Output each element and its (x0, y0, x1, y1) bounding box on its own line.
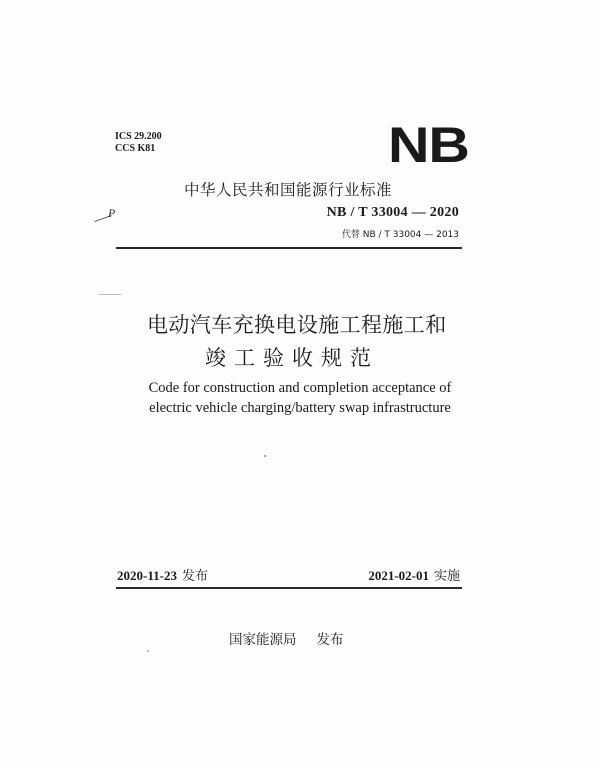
filing-mark: P (108, 206, 116, 220)
implementation-date (368, 565, 460, 584)
issue-date (117, 565, 208, 584)
implementation-label: 实施 (433, 569, 460, 584)
implementation-date-value: 2021-02-01 (368, 568, 429, 583)
title-english (140, 378, 460, 418)
issue-date-value: 2020-11-23 (117, 568, 177, 583)
issue-label: 发布 (181, 569, 208, 584)
top-rule (116, 247, 462, 249)
bottom-rule (116, 587, 462, 589)
nb-logo: NB (388, 117, 469, 173)
title-chinese-line-1: 电动汽车充换电设施工程施工和 (147, 313, 447, 337)
publisher-action: 发布 (316, 632, 344, 648)
title-chinese-line-2: 竣工验收规范 (205, 346, 379, 370)
scan-smudge (99, 294, 121, 295)
classification-codes (115, 131, 162, 155)
replaces-standard: 代替 NB / T 33004 — 2013 (341, 230, 459, 240)
scan-speck (264, 455, 266, 457)
ccs-code: CCS K81 (115, 143, 156, 154)
title-english-line-2: electric vehicle charging/battery swap infrastructure (149, 400, 451, 416)
publisher-line (229, 628, 344, 648)
scan-speck (147, 650, 149, 652)
ics-code: ICS 29.200 (115, 131, 162, 142)
title-english-line-1: Code for construction and completion acceptance of (148, 380, 452, 396)
standard-number: NB / T 33004 — 2020 (326, 205, 459, 220)
industry-standard-heading: 中华人民共和国能源行业标准 (184, 181, 393, 199)
publisher-name: 国家能源局 (229, 632, 297, 648)
